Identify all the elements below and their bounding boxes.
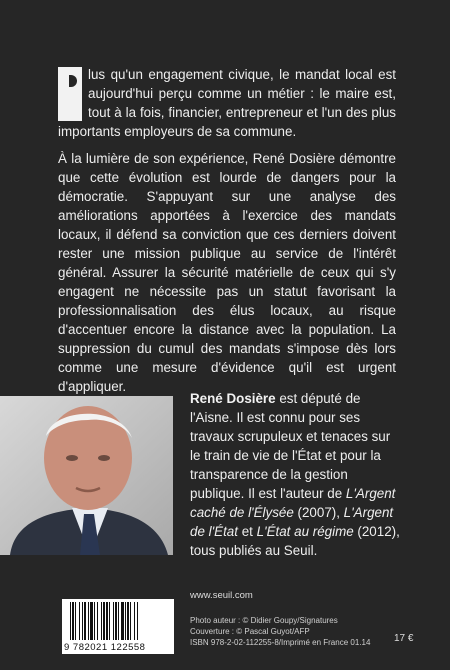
barcode-bar xyxy=(82,602,83,640)
barcode-bar xyxy=(84,602,86,640)
credits-block xyxy=(190,615,390,648)
barcode-bar xyxy=(103,602,105,640)
barcode-bar xyxy=(72,602,74,640)
bio-text-4: (2012), tous publiés au Seuil. xyxy=(190,524,400,558)
barcode-bar xyxy=(79,602,80,640)
barcode-icon xyxy=(62,599,174,643)
barcode-bar xyxy=(127,602,129,640)
barcode-bar xyxy=(90,602,93,640)
author-bio xyxy=(190,389,402,560)
book-title-1: L'Argent caché de l'Élysée xyxy=(190,486,396,520)
intro-paragraph xyxy=(58,65,396,141)
price: 17 € xyxy=(394,633,414,644)
isbn-line: ISBN 978-2-02-112255-8/Imprimé en France 01.14 xyxy=(190,638,371,647)
barcode-bar xyxy=(88,602,89,640)
barcode-bar xyxy=(115,602,117,640)
intro-text: lus qu'un engagement civique, le mandat local est aujourd'hui perçu comme un métier : le maire est, tout à la fois, financier, entrepreneur et l'un des plus importants employeurs de sa commune. xyxy=(58,67,396,139)
book-title-3: L'État au régime xyxy=(256,524,354,539)
barcode-bar xyxy=(134,602,135,640)
dropcap-p xyxy=(58,67,82,121)
bio-text-2: (2007), xyxy=(293,505,344,520)
barcode-bar xyxy=(97,602,98,640)
barcode-bar xyxy=(137,602,138,640)
bio-text-1: est député de l'Aisne. Il est connu pour ses travaux scrupuleux et tenaces sur le train de vie de l'État et pour la transparence de la gestion publique. Il est l'auteur de xyxy=(190,391,391,501)
author-name: René Dosière xyxy=(190,391,276,406)
barcode-bar xyxy=(118,602,119,640)
body-paragraph: À la lumière de son expérience, René Dosière démontre que cette évolution est lourde de dangers pour la démocratie. S'appuyant sur une analyse des améliorations apportées à l'exercice des mandats locaux, il défend sa conviction que ces derniers doivent rester une mission publique au service de l'intérêt général. Assurer la sécurité matérielle de ceux qui s'y engagent ne nécessite pas un statut favorisant la professionnalisation des élus locaux, au risque d'accentuer encore la distance avec la population. La suppression du cumul des mandats s'impose dès lors comme une mesure d'évidence qu'il est urgent d'appliquer. xyxy=(58,151,396,394)
barcode-bar xyxy=(75,602,76,640)
bio-text-3: et xyxy=(237,524,257,539)
barcode-bar xyxy=(113,602,114,640)
barcode-bar xyxy=(70,602,71,640)
author-photo xyxy=(0,396,173,555)
barcode-digits: 9 782021 122558 xyxy=(64,642,146,653)
book-title-2: L'Argent de l'État xyxy=(190,505,394,539)
barcode-bar xyxy=(101,602,102,640)
barcode-bar xyxy=(121,602,124,640)
isbn-barcode xyxy=(62,599,174,654)
barcode-bar xyxy=(106,602,108,640)
cover-credit: Couverture : © Pascal Guyot/AFP xyxy=(190,627,310,636)
photo-credit: Photo auteur : © Didier Goupy/Signatures xyxy=(190,616,338,625)
website-link[interactable]: www.seuil.com xyxy=(190,590,253,601)
barcode-bar xyxy=(94,602,95,640)
barcode-bar xyxy=(130,602,131,640)
barcode-bar xyxy=(109,602,110,640)
barcode-bar xyxy=(125,602,126,640)
author-portrait-icon xyxy=(0,396,173,555)
